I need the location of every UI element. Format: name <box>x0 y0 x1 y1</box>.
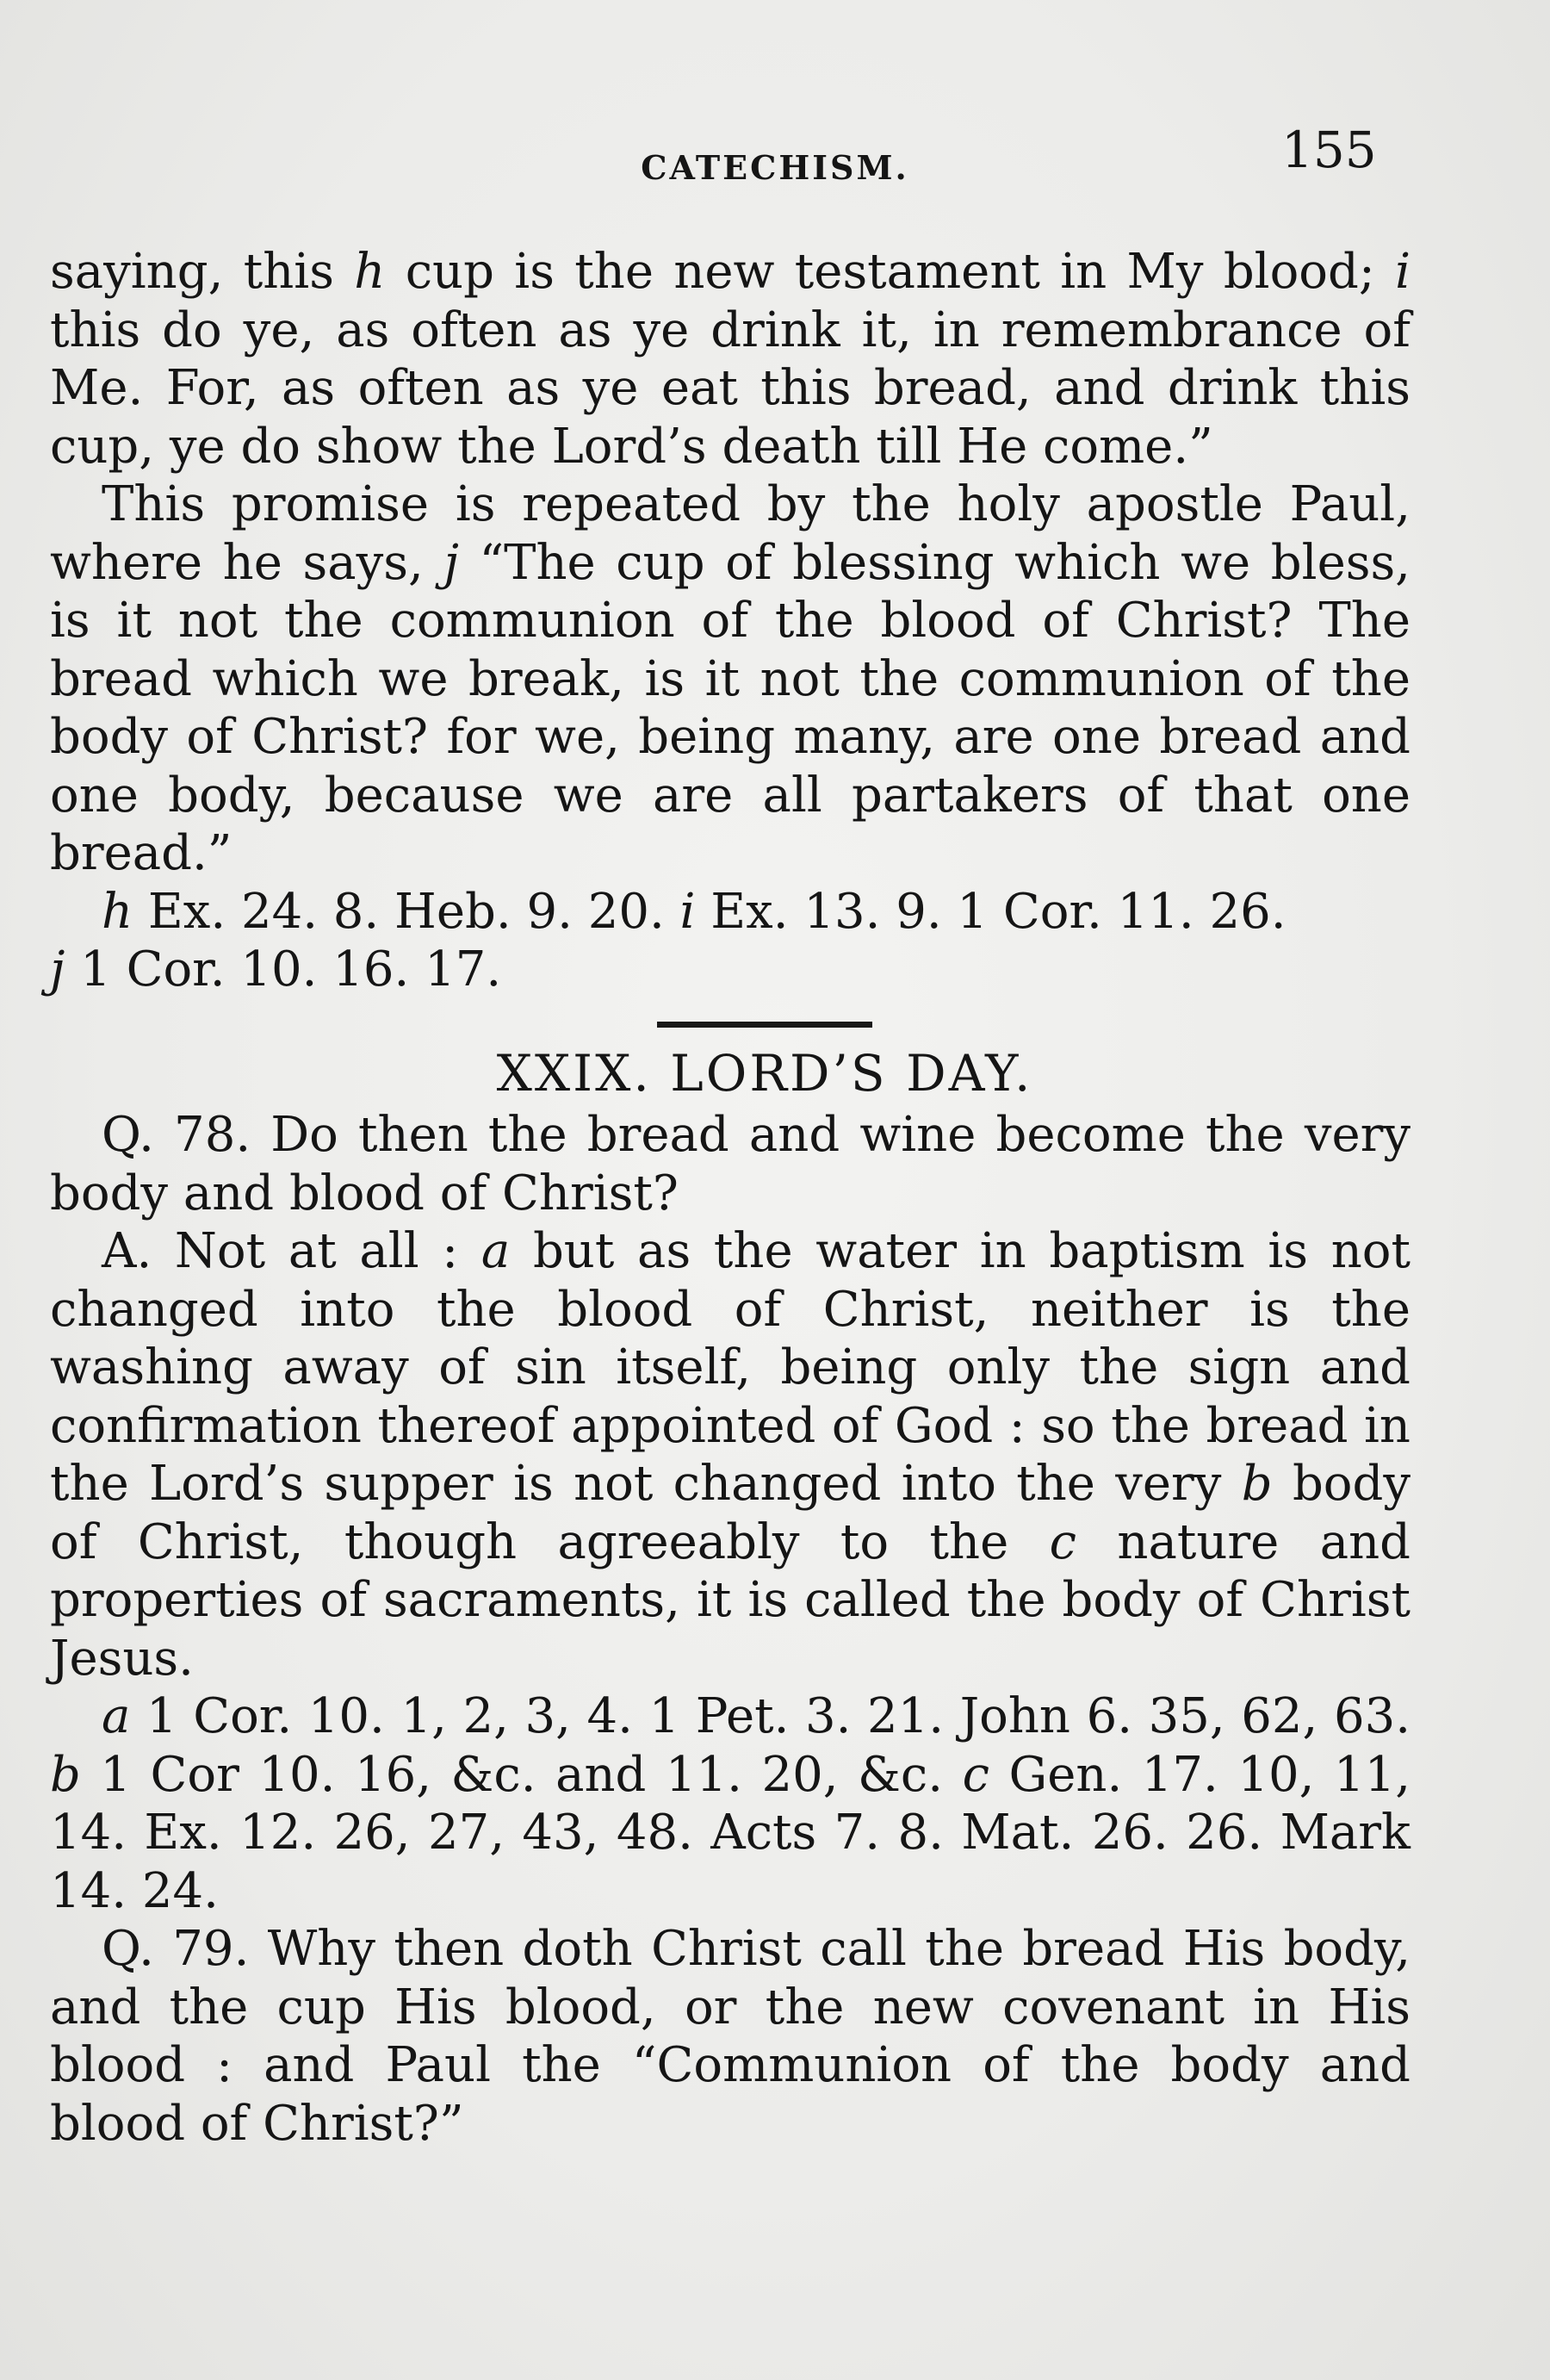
ref-marker-i: i <box>679 883 696 940</box>
answer-78: A. Not at all : a but as the water in baptism is not changed into the blood of Christ, neither is the washing away of sin itself, being only the sign and confirmation thereof appointed of God : so the bread in the Lord’s supper is not changed into the very b body of Christ, though agreeably to the c nature and properties of sacraments, it is called the body of Christ Jesus. <box>50 1223 1411 1687</box>
page-number: 155 <box>1281 121 1377 179</box>
footnote-marker-b: b <box>1241 1456 1273 1512</box>
ref-marker-a: a <box>102 1688 131 1744</box>
section-divider <box>657 1022 872 1028</box>
footnote-marker-a: a <box>480 1223 511 1279</box>
footnote-marker-j: j <box>443 534 459 591</box>
section-heading: XXIX. LORD’S DAY. <box>496 1043 1033 1103</box>
question-78: Q. 78. Do then the bread and wine become the very body and blood of Christ? <box>50 1107 1410 1221</box>
footnote-marker-i: i <box>1395 244 1410 300</box>
footnote-marker-h: h <box>354 244 386 300</box>
continuation-paragraph: saying, this h cup is the new testament in My blood; i this do ye, as often as ye drink it, in remembrance of Me. For, as often as ye eat this bread, and drink this cup, ye do show the Lord’s death till He come.” <box>50 244 1410 475</box>
paul-paragraph: This promise is repeated by the holy apostle Paul, where he says, j “The cup of blessing which we bless, is it not the communion of the blood of Christ? The bread which we break, is it not the communion of the body of Christ? for we, being many, are one bread and one body, because we are all partakers of that one bread.” <box>50 476 1410 881</box>
footnote-marker-c: c <box>1049 1513 1076 1570</box>
ref-marker-j: j <box>50 941 65 997</box>
ref-marker-h: h <box>102 883 133 940</box>
page-body <box>50 243 1410 2153</box>
scripture-references-2: a 1 Cor. 10. 1, 2, 3, 4. 1 Pet. 3. 21. John 6. 35, 62, 63. b 1 Cor 10. 16, &c. and 11. 20, &c. c Gen. 17. 10, 11, 14. Ex. 12. 26, 27, 43, 48. Acts 7. 8. Mat. 26. 26. Mark 14. 24. <box>50 1688 1410 1919</box>
question-79: Q. 79. Why then doth Christ call the bread His body, and the cup His blood, or the new covenant in His blood : and Paul the “Communion of the body and blood of Christ?” <box>50 1921 1410 2152</box>
scripture-references-1: h Ex. 24. 8. Heb. 9. 20. i Ex. 13. 9. 1 Cor. 11. 26. j 1 Cor. 10. 16. 17. <box>50 883 1286 997</box>
ref-marker-b: b <box>50 1746 81 1803</box>
ref-marker-c: c <box>962 1746 989 1803</box>
running-head: CATECHISM. <box>641 148 909 187</box>
